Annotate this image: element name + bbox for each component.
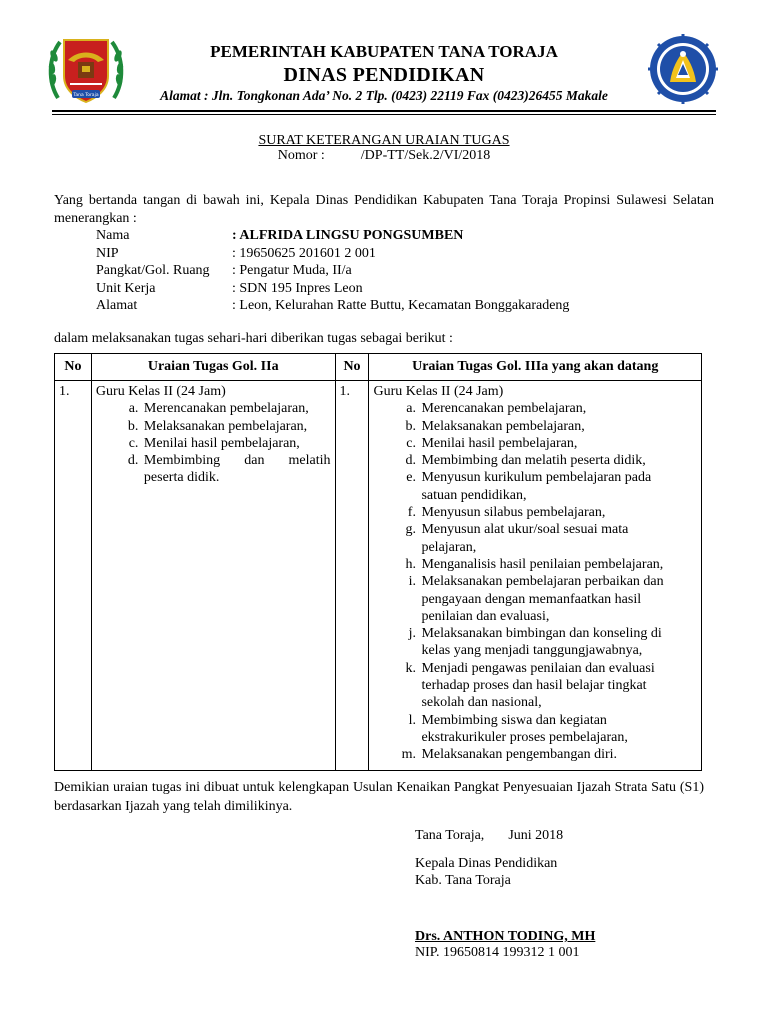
field-label: Nama xyxy=(96,228,130,243)
nomor-value: /DP-TT/Sek.2/VI/2018 xyxy=(360,148,491,163)
row-no-right: 1. xyxy=(335,381,369,771)
list-item: g. Menyusun alat ukur/soal sesuai mata pelajaran, xyxy=(419,521,667,556)
field-row-alamat xyxy=(96,297,569,315)
list-item: e. Menyusun kurikulum pembelajaran pada satuan pendidikan, xyxy=(419,469,667,504)
field-value: : 19650625 201601 2 001 xyxy=(232,245,376,261)
list-item: a. Merencanakan pembelajaran, xyxy=(142,400,331,417)
list-item: c. Menilai hasil pembelajaran, xyxy=(419,435,667,452)
list-item: l. Membimbing siswa dan kegiatan ekstrakurikuler proses pembelajaran, xyxy=(419,712,667,747)
list-item: b. Melaksanakan pembelajaran, xyxy=(419,418,667,435)
signature-date: Juni 2018 xyxy=(508,828,564,843)
list-item: f. Menyusun silabus pembelajaran, xyxy=(419,504,667,521)
list-item: b. Melaksanakan pembelajaran, xyxy=(142,418,331,435)
field-row-nip xyxy=(96,245,569,263)
intro-paragraph: Yang bertanda tangan di bawah ini, Kepala Dinas Pendidikan Kabupaten Tana Toraja Propinsi Sulawesi Selatan menerangkan : xyxy=(54,193,714,226)
office-address: Alamat : Jln. Tongkonan Ada’ No. 2 Tlp. (0423) 22119 Fax (0423)26455 Makale xyxy=(160,88,608,103)
current-tasks-list xyxy=(96,400,331,486)
field-label: Alamat xyxy=(96,298,138,313)
department-name: DINAS PENDIDIKAN xyxy=(283,64,485,86)
nomor-label: Nomor : xyxy=(277,148,325,163)
list-item: i. Melaksanakan pembelajaran perbaikan dan pengayaan dengan memanfaatkan hasil penilaian dan evaluasi, xyxy=(419,573,667,625)
list-item: d. Membimbing dan melatih peserta didik, xyxy=(419,452,667,469)
list-item: m. Melaksanakan pengembangan diri. xyxy=(419,746,667,763)
list-item: c. Menilai hasil pembelajaran, xyxy=(142,435,331,452)
emblem-ribbon-text: Tana Toraja xyxy=(73,93,99,98)
field-label: Pangkat/Gol. Ruang xyxy=(96,263,210,278)
table-header-row xyxy=(55,354,702,381)
employee-details xyxy=(96,227,569,315)
signer-position-line1: Kepala Dinas Pendidikan xyxy=(415,856,558,871)
table-row xyxy=(55,381,702,771)
list-item: h. Menganalisis hasil penilaian pembelajaran, xyxy=(419,556,667,573)
tut-wuri-handayani-emblem xyxy=(648,34,718,104)
field-value: : SDN 195 Inpres Leon xyxy=(232,280,363,296)
letter-number xyxy=(0,148,768,164)
field-row-nama xyxy=(96,227,569,245)
header-tasks-future: Uraian Tugas Gol. IIIa yang akan datang xyxy=(369,354,702,381)
header-divider-thin xyxy=(52,114,716,115)
list-item: k. Menjadi pengawas penilaian dan evaluasi terhadap proses dan hasil belajar tingkat sekolah dan nasional, xyxy=(419,660,667,712)
future-tasks-cell xyxy=(369,381,702,771)
organization-name: PEMERINTAH KABUPATEN TANA TORAJA xyxy=(210,42,558,61)
signer-name: Drs. ANTHON TODING, MH xyxy=(415,929,596,944)
header-divider-thick xyxy=(52,110,716,112)
future-tasks-list xyxy=(373,400,697,763)
task-table xyxy=(54,353,702,771)
table-lead-text: dalam melaksanakan tugas sehari-hari diberikan tugas sebagai berikut : xyxy=(54,331,453,346)
field-value: : Leon, Kelurahan Ratte Buttu, Kecamatan Bonggakaradeng xyxy=(232,298,570,313)
list-item: d. Membimbing dan melatih peserta didik. xyxy=(142,452,331,487)
current-tasks-heading: Guru Kelas II (24 Jam) xyxy=(95,384,226,399)
field-label: Unit Kerja xyxy=(96,280,156,296)
field-row-unit-kerja xyxy=(96,280,569,298)
signer-nip: NIP. 19650814 199312 1 001 xyxy=(415,945,580,960)
signer-position-line2: Kab. Tana Toraja xyxy=(415,873,511,888)
letter-title: SURAT KETERANGAN URAIAN TUGAS xyxy=(258,133,510,148)
list-item: j. Melaksanakan bimbingan dan konseling di kelas yang menjadi tanggungjawabnya, xyxy=(419,625,667,660)
signature-place: Tana Toraja, xyxy=(415,828,485,843)
field-value: : ALFRIDA LINGSU PONGSUMBEN xyxy=(232,228,464,243)
row-no-left: 1. xyxy=(55,381,92,771)
list-item: a. Merencanakan pembelajaran, xyxy=(419,400,667,417)
current-tasks-cell xyxy=(91,381,335,771)
header-no-right: No xyxy=(335,354,369,381)
field-row-pangkat xyxy=(96,262,569,280)
future-tasks-heading: Guru Kelas II (24 Jam) xyxy=(373,384,504,399)
field-label: NIP xyxy=(96,245,119,261)
closing-paragraph: Demikian uraian tugas ini dibuat untuk kelengkapan Usulan Kenaikan Pangkat Penyesuaian Ijazah Strata Satu (S1) berdasarkan Ijazah yang telah dimilikinya. xyxy=(54,780,704,814)
header-tasks-current: Uraian Tugas Gol. IIa xyxy=(91,354,335,381)
field-value: : Pengatur Muda, II/a xyxy=(232,263,352,278)
header-no-left: No xyxy=(55,354,92,381)
signature-place-date xyxy=(415,828,563,844)
